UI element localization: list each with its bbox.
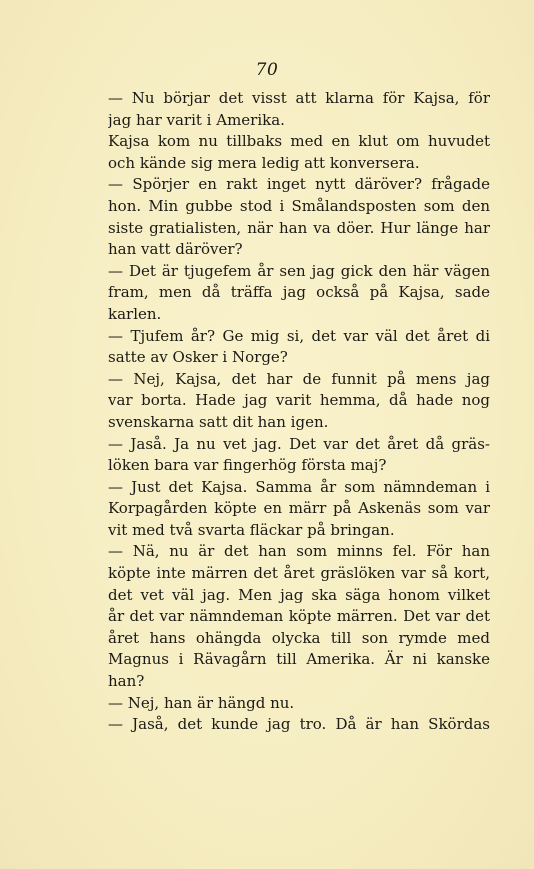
text-line: Kajsa kom nu tillbaks med en klut om huvudet: [108, 132, 490, 151]
body-text: [108, 88, 490, 736]
text-line: — Nä, nu är det han som minns fel. För han: [108, 542, 490, 561]
text-line: Magnus i Rävagårn till Amerika. Är ni kanske: [108, 650, 490, 669]
text-line: hon. Min gubbe stod i Smålandsposten som den: [108, 196, 490, 215]
text-line: år det var nämndeman köpte märren. Det var det: [108, 607, 490, 626]
text-line: satte av Osker i Norge?: [108, 348, 288, 367]
text-line: siste gratialisten, när han va döer. Hur länge har: [108, 218, 490, 237]
text-line: jag har varit i Amerika.: [108, 110, 285, 129]
text-line: svenskarna satt dit han igen.: [108, 412, 329, 431]
text-line: fram, men då träffa jag också på Kajsa, sade: [108, 283, 490, 302]
text-line: han vatt däröver?: [108, 240, 243, 259]
text-line: vit med två svarta fläckar på bringan.: [108, 520, 395, 539]
text-line: — Jaså, det kunde jag tro. Då är han Skördas: [108, 715, 490, 734]
text-line: — Jaså. Ja nu vet jag. Det var det året då gräs-: [108, 434, 490, 453]
text-line: och kände sig mera ledig att konversera.: [108, 153, 420, 172]
text-line: det vet väl jag. Men jag ska säga honom vilket: [108, 585, 490, 604]
text-line: — Spörjer en rakt inget nytt däröver? frågade: [108, 175, 490, 194]
text-line: — Just det Kajsa. Samma år som nämndeman i: [108, 477, 490, 496]
text-line: — Det är tjugefem år sen jag gick den här vägen: [108, 261, 490, 280]
text-line: — Nej, Kajsa, det har de funnit på mens jag: [108, 369, 490, 388]
text-line: var borta. Hade jag varit hemma, då hade nog: [108, 391, 490, 410]
text-line: — Nu börjar det visst att klarna för Kajsa, för: [108, 89, 490, 107]
text-line: karlen.: [108, 304, 162, 323]
text-line: — Nej, han är hängd nu.: [108, 693, 295, 712]
page-number: 70: [255, 60, 279, 80]
text-line: han?: [108, 672, 145, 691]
text-line: Korpagården köpte en märr på Askenäs som var: [108, 499, 490, 518]
text-line: året hans ohängda olycka till son rymde med: [108, 628, 490, 647]
text-line: köpte inte märren det året gräslöken var så kort,: [108, 564, 490, 583]
text-line: löken bara var fingerhög första maj?: [108, 456, 387, 475]
text-line: — Tjufem år? Ge mig si, det var väl det året di: [108, 326, 490, 345]
